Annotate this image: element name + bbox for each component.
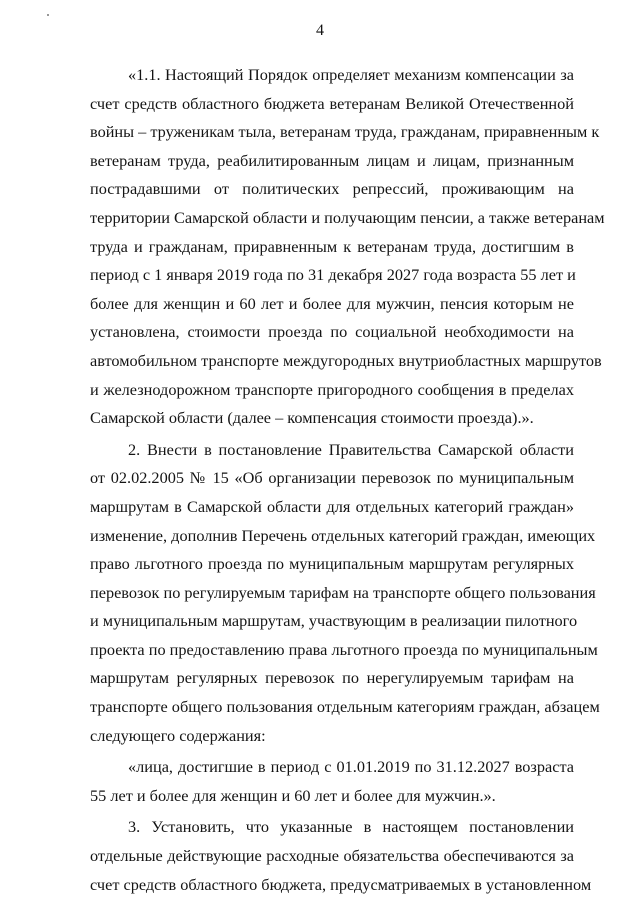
text-line: войны – труженикам тыла, ветеранам труда, гражданам, приравненным к [90,122,600,142]
paragraph-1-1 [90,61,605,433]
text-line: период с 1 января 2019 года по 31 декабря 2027 года возраста 55 лет и [90,265,576,285]
text-line: Самарской области (далее – компенсация стоимости проезда).». [90,408,534,428]
text-line: маршрутам регулярных перевозок по нерегулируемым тарифам на [90,668,574,688]
document-body [90,61,605,899]
text-line: ветеранам труда, реабилитированным лицам и лицам, признанным [90,150,574,170]
text-line: более для женщин и 60 лет и более для мужчин, пенсия которым не [90,293,574,313]
scan-speck [47,14,49,16]
text-line: территории Самарской области и получающим пенсии, а также ветеранам [90,207,605,227]
text-line: «лица, достигшие в период с 01.01.2019 по 31.12.2027 возраста [128,757,574,777]
text-line: изменение, дополнив Перечень отдельных категорий граждан, имеющих [90,525,596,545]
text-line: «1.1. Настоящий Порядок определяет механизм компенсации за [128,65,574,84]
text-line: автомобильном транспорте междугородных внутриобластных маршрутов [90,350,602,370]
text-line: пострадавшими от политических репрессий, проживающим на [90,179,574,199]
text-line: счет средств областного бюджета ветеранам Великой Отечественной [90,93,574,113]
text-line: установлена, стоимости проезда по социальной необходимости на [90,322,574,342]
text-line: проекта по предоставлению права льготного проезда по муниципальным [90,639,598,659]
text-line: и муниципальным маршрутам, участвующим в реализации пилотного [90,611,578,631]
text-line: и железнодорожном транспорте пригородного сообщения в пределах [90,379,574,399]
page-number: 4 [316,22,324,39]
text-line: транспорте общего пользования отдельным категориям граждан, абзацем [90,697,600,717]
text-line: 55 лет и более для женщин и 60 лет и более для мужчин.». [90,785,496,805]
text-line: маршрутам в Самарской области для отдельных категорий граждан» [90,496,574,516]
text-line: право льготного проезда по муниципальным маршрутам регулярных [90,554,574,574]
paragraph-quote [90,753,574,810]
text-line: 2. Внести в постановление Правительства Самарской области [128,439,574,459]
paragraph-3 [90,813,592,899]
text-line: перевозок по регулируемым тарифам на транспорте общего пользования [90,582,596,602]
text-line: отдельные действующие расходные обязательства обеспечиваются за [90,846,574,866]
text-line: труда и гражданам, приравненным к ветеранам труда, достигшим в [90,236,574,256]
paragraph-2 [90,436,600,751]
text-line: 3. Установить, что указанные в настоящем постановлении [128,817,574,837]
text-line: счет средств областного бюджета, предусматриваемых в установленном [90,874,592,894]
text-line: следующего содержания: [90,725,266,745]
text-line: от 02.02.2005 № 15 «Об организации перевозок по муниципальным [90,468,574,488]
